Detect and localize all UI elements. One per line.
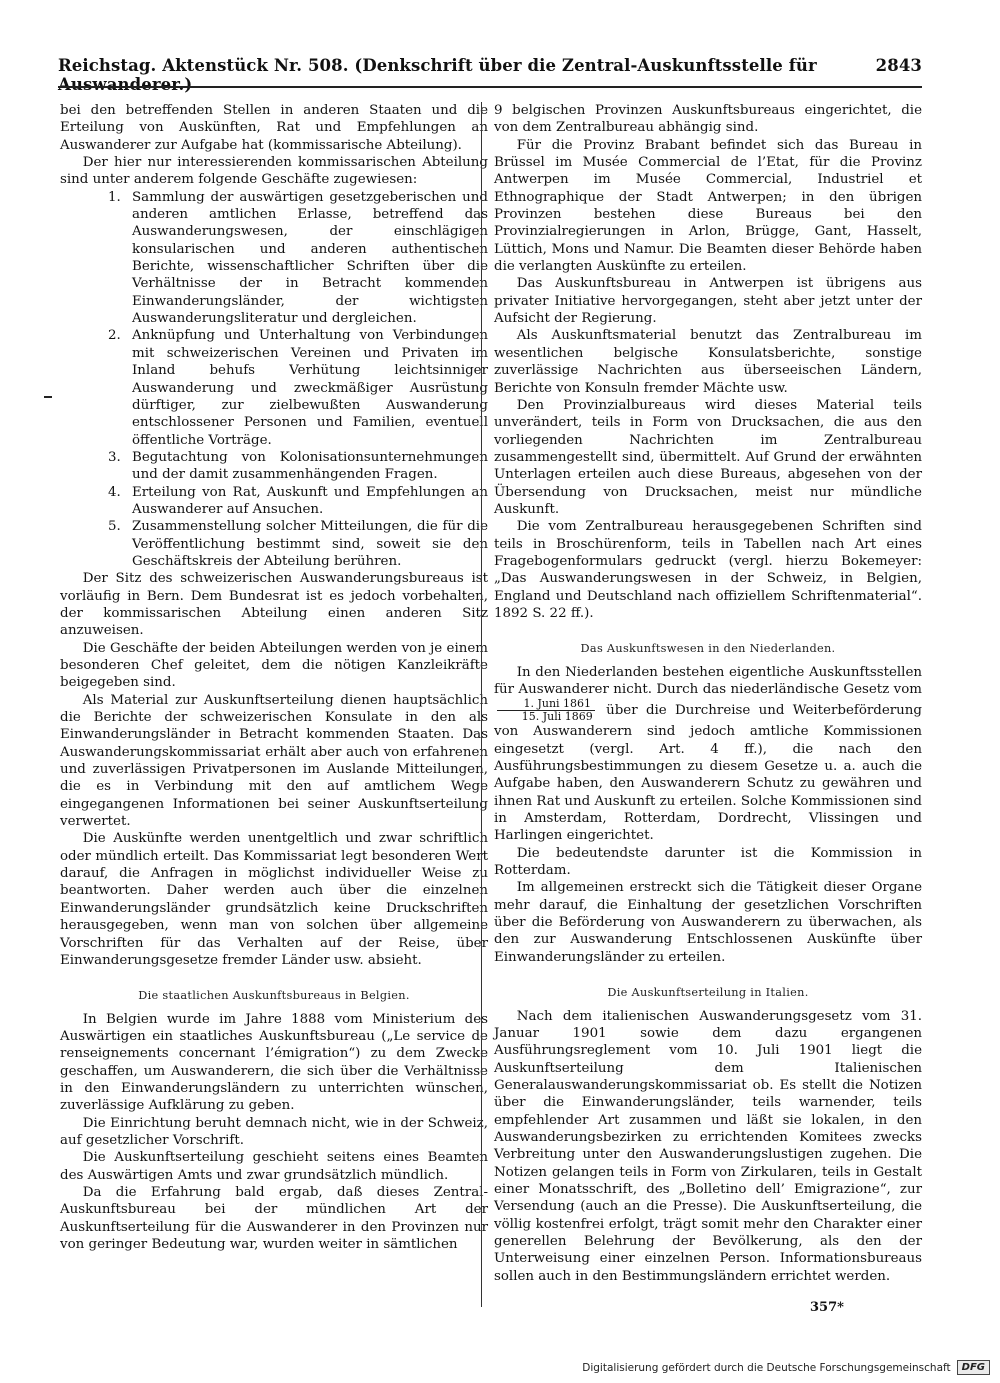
column-divider bbox=[481, 102, 482, 1307]
paragraph: Den Provinzialbureaus wird dieses Material teils unverändert, teils in Form von Drucksachen, die aus den vorliegenden Nachrichten im Zentralbureau zusammengestellt sind, übermittelt. Auf Grund der erwähnten Unterlagen erteilen auch diese Bureaus, abgesehen von der Übersendung von Drucksachen, meist nur mündliche Auskunft. bbox=[494, 397, 922, 517]
paragraph-text: über die Durchreise und Weiterbeförderung von Auswanderern sind jedoch amtliche Kommissionen eingesetzt (vergl. Art. 4 ff.), die nach den Ausführungsbestimmungen zu diesem Gesetze u. a. auch die Aufgabe haben, den Auswanderern Schutz zu gewähren und ihnen Rat und Auskunft zu erteilen. Solche Kommissionen sind in Amsterdam, Rotterdam, Dordrecht, Vlissingen und Harlingen eingerichtet. bbox=[494, 703, 923, 844]
paragraph: Die Geschäfte der beiden Abteilungen werden von je einem besonderen Chef geleitet, dem die nötigen Kanzleikräfte beigegeben sind. bbox=[60, 640, 488, 691]
dfg-logo: DFG bbox=[957, 1360, 990, 1375]
paragraph: In Belgien wurde im Jahre 1888 vom Ministerium des Auswärtigen ein staatliches Auskunftsbureau („Le service de renseignements concernant l’émigration“) zu dem Zwecke geschaffen, um Auswanderern, die sich über die Verhältnisse in den Einwanderungsländern zu unterrichten wünschen, zuverlässige Aufklärung zu geben. bbox=[60, 1011, 488, 1114]
list-text: Zusammenstellung solcher Mitteilungen, die für die Veröffentlichung bestimmt sind, soweit sie den Geschäftskreis der Abteilung berühren. bbox=[132, 519, 488, 569]
paragraph: Die Einrichtung beruht demnach nicht, wie in der Schweiz, auf gesetzlicher Vorschrift. bbox=[60, 1115, 488, 1148]
right-column bbox=[494, 102, 922, 1285]
page-number: 2843 bbox=[875, 56, 922, 75]
header-rule bbox=[58, 86, 922, 88]
duties-list bbox=[60, 189, 488, 571]
printer-signature: 357* bbox=[810, 1300, 844, 1315]
list-number: 2. bbox=[108, 328, 121, 344]
paragraph: Als Auskunftsmaterial benutzt das Zentralbureau im wesentlichen belgische Konsulatsberichte, sonstige zuverlässige Nachrichten aus überseeischen Ländern, Berichte von Konsuln fremder Mächte usw. bbox=[494, 328, 922, 396]
paragraph: Als Material zur Auskunftserteilung dienen hauptsächlich die Berichte der schweizerischen Konsulate in den als Einwanderungsländer in Betracht kommenden Staaten. Das Auswanderungskommissariat erhält aber auch von erfahrenen und zuverlässigen Privatpersonen im Auslande Mitteilungen, die es in Verbindung mit den auf amtlichem Wege eingegangenen Informationen bei seiner Auskunftserteilung verwertet. bbox=[60, 692, 488, 830]
paragraph: bei den betreffenden Stellen in anderen Staaten und die Erteilung von Auskünften, Rat und Empfehlungen an Auswanderer zur Aufgabe hat (kommissarische Abteilung). bbox=[60, 103, 488, 153]
paragraph: 9 belgischen Provinzen Auskunftsbureaus eingerichtet, die von dem Zentralbureau abhängig sind. bbox=[494, 103, 922, 136]
list-text: Erteilung von Rat, Auskunft und Empfehlungen an Auswanderer auf Ansuchen. bbox=[132, 484, 488, 517]
list-number: 1. bbox=[108, 189, 121, 205]
list-item bbox=[60, 327, 488, 448]
list-item bbox=[60, 189, 488, 328]
section-heading-niederlande: Das Auskunftswesen in den Niederlanden. bbox=[580, 642, 836, 656]
page-header bbox=[58, 56, 922, 94]
list-text: Anknüpfung und Unterhaltung von Verbindungen mit schweizerischen Vereinen und Privaten im Inland behufs Verhütung leichtsinniger Auswanderung und zweckmäßiger Ausrüstung dürftiger, zur zielbewußten Auswanderung entschlossener Personen und Familien, eventuell öffentliche Vorträge. bbox=[132, 328, 488, 448]
paragraph: Die Auskunftserteilung geschieht seitens eines Beamten des Auswärtigen Amts und zwar grundsätzlich mündlich. bbox=[60, 1150, 488, 1183]
paragraph-text: In den Niederlanden bestehen eigentliche Auskunftsstellen für Auswanderer nicht. Durch das niederländische Gesetz vom bbox=[494, 664, 922, 697]
list-text: Begutachtung von Kolonisationsunternehmungen und der damit zusammenhängenden Fragen. bbox=[132, 449, 488, 483]
fraction-bottom: 15. Juli 1869 bbox=[521, 710, 593, 724]
list-item bbox=[60, 484, 488, 519]
running-title: Reichstag. Aktenstück Nr. 508. (Denkschrift über die Zentral-Auskunftsstelle für Auswanderer.) bbox=[58, 56, 817, 94]
paragraph: Nach dem italienischen Auswanderungsgesetz vom 31. Januar 1901 sowie dem dazu ergangenen Ausführungsreglement vom 10. Juli 1901 liegt die Auskunftserteilung dem Italienischen Generalauswanderungskommissariat ob. Es stellt die Notizen über die Einwanderungsländer, teils warnender, teils empfehlender Art zusammen und läßt sie lokalen, in den Auswanderungsbezirken zu errichtenden Komitees zwecks Verbreitung unter den Auswanderungslustigen zugehen. Die Notizen gelangen teils in Form von Zirkularen, teils in Gestalt einer Monatsschrift, des „Bolletino dell’ Emigrazione“, zur Versendung (auch an die Presse). Die Auskunftserteilung, die völlig kostenfrei erfolgt, trägt somit mehr den Charakter einer generellen Belehrung der Bevölkerung, als den der Unterweisung einer einzelnen Person. Informationsbureaus sollen auch in den Bestimmungsländern errichtet werden. bbox=[494, 1008, 922, 1284]
list-item bbox=[60, 449, 488, 484]
digitization-footer bbox=[582, 1360, 990, 1375]
paragraph: Der Sitz des schweizerischen Auswanderungsbureaus ist vorläufig in Bern. Dem Bundesrat ist es jedoch vorbehalten, der kommissarischen Abteilung einen anderen Sitz anzuweisen. bbox=[60, 571, 488, 639]
list-number: 3. bbox=[108, 449, 121, 465]
paragraph: Die Auskünfte werden unentgeltlich und zwar schriftlich oder mündlich erteilt. Das Kommissariat legt besonderen Wert darauf, die Anfragen in möglichst individueller Weise zu beantworten. Daher werden auch über die einzelnen Einwanderungsländer grundsätzlich keine Druckschriften herausgegeben, wenn man von solchen über allgemeine Vorschriften für das Verhalten auf der Reise, über Einwanderungsgesetze fremder Länder usw. absieht. bbox=[60, 831, 488, 968]
paragraph bbox=[494, 664, 922, 845]
paragraph: Die bedeutendste darunter ist die Kommission in Rotterdam. bbox=[494, 845, 922, 879]
left-column bbox=[60, 102, 488, 1253]
paragraph: Die vom Zentralbureau herausgegebenen Schriften sind teils in Broschürenform, teils in Tabellen nach Art eines Fragebogenformulars gedruckt (vergl. hierzu Bokemeyer: „Das Auswanderungswesen in der Schweiz, in Belgien, England und Deutschland nach offiziellem Schriftenmaterial“. 1892 S. 22 ff.). bbox=[494, 519, 922, 621]
margin-mark bbox=[44, 396, 52, 398]
section-heading-belgien: Die staatlichen Auskunftsbureaus in Belgien. bbox=[138, 989, 410, 1003]
paragraph: Für die Provinz Brabant befindet sich das Bureau in Brüssel im Musée Commercial de l’Etat, für die Provinz Antwerpen im Musée Commercial, Industriel et Ethnographique der Stadt Antwerpen; in den übrigen Provinzen bestehen diese Bureaus bei den Provinzialregierungen in Arlon, Brügge, Gant, Hasselt, Lüttich, Mons und Namur. Die Beamten dieser Behörde haben die verlangten Auskünfte zu erteilen. bbox=[494, 137, 922, 275]
paragraph: Da die Erfahrung bald ergab, daß dieses Zentral-Auskunftsbureau bei der mündlichen Art der Auskunftserteilung für die Auswanderer in den Provinzen nur von geringer Bedeutung war, wurden weiter in sämtlichen bbox=[60, 1184, 488, 1252]
list-number: 4. bbox=[108, 484, 121, 500]
paragraph: Der hier nur interessierenden kommissarischen Abteilung sind unter anderem folgende Geschäfte zugewiesen: bbox=[60, 155, 488, 188]
footer-text: Digitalisierung gefördert durch die Deutsche Forschungsgemeinschaft bbox=[582, 1361, 951, 1374]
list-item bbox=[60, 518, 488, 570]
paragraph: Im allgemeinen erstreckt sich die Tätigkeit dieser Organe mehr darauf, die Einhaltung der gesetzlichen Vorschriften über die Beförderung von Auswanderern zu überwachen, als den zur Auswanderung Entschlossenen Auskünfte über Einwanderungsländer zu erteilen. bbox=[494, 880, 922, 965]
list-text: Sammlung der auswärtigen gesetzgeberischen und anderen amtlichen Erlasse, betreffend das Auswanderungswesen, der einschlägigen konsularischen und anderen authentischen Berichte, wissenschaftlicher Schriften über die Verhältnisse der in Betracht kommenden Einwanderungsländer, der wichtigsten Auswanderungsliteratur und dergleichen. bbox=[132, 189, 488, 327]
fraction-top: 1. Juni 1861 bbox=[497, 698, 595, 711]
law-date-fraction bbox=[497, 698, 595, 723]
paragraph: Das Auskunftsbureau in Antwerpen ist übrigens aus privater Initiative hervorgegangen, steht aber jetzt unter der Aufsicht der Regierung. bbox=[494, 276, 922, 327]
list-number: 5. bbox=[108, 519, 121, 535]
section-heading-italien: Die Auskunftserteilung in Italien. bbox=[607, 986, 809, 1000]
